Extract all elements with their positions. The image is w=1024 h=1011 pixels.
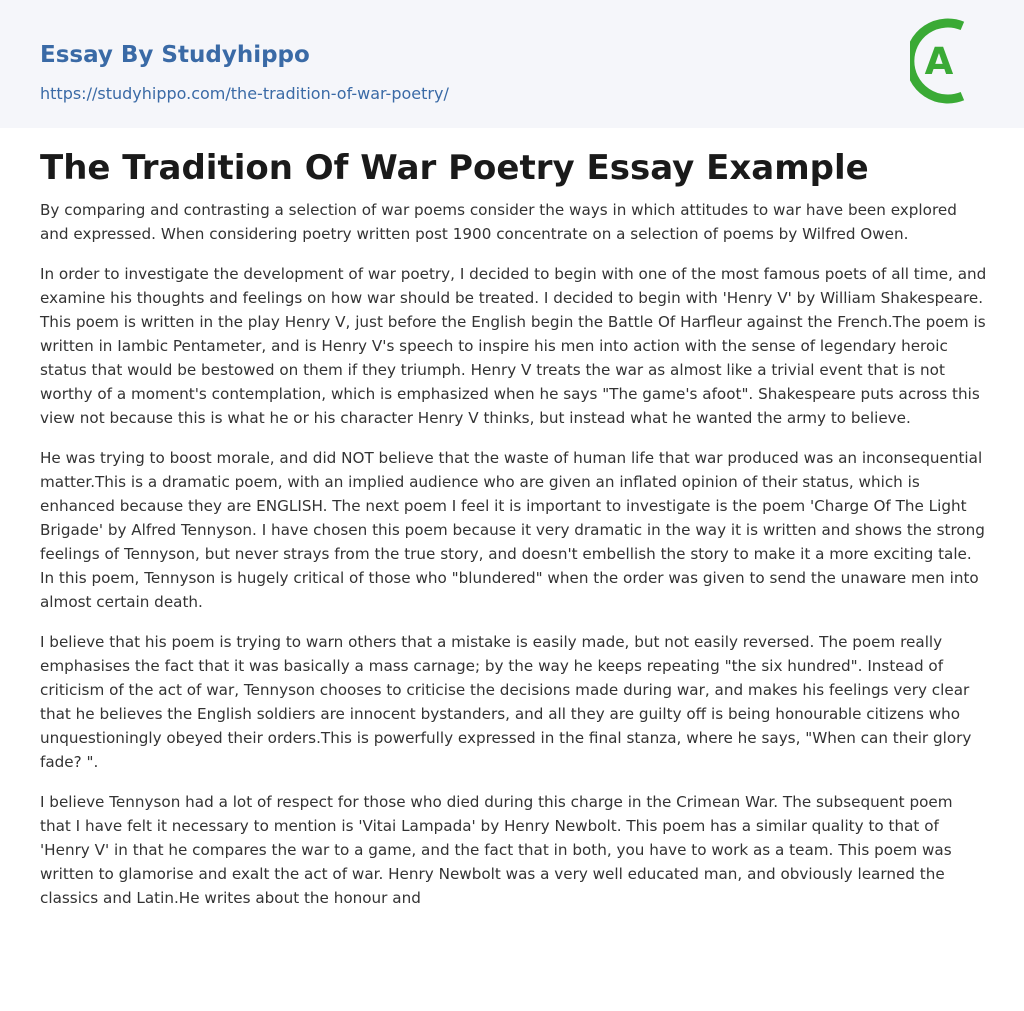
site-title[interactable]: Essay By Studyhippo	[40, 42, 310, 68]
article-paragraph-3: He was trying to boost morale, and did NOT believe that the waste of human life that war produced was an inconsequential matter.This is a dramatic poem, with an implied audience who are given an inflated opinion of their status, which is enhanced because they are ENGLISH. The next poem I feel it is important to investigate is the poem 'Charge Of The Light Brigade' by Alfred Tennyson. I have chosen this poem because it very dramatic in the way it is written and shows the strong feelings of Tennyson, but never strays from the true story, and doesn't embellish the story to make it a more exciting tale. In this poem, Tennyson is hugely critical of those who "blundered" when the order was given to send the unaware men into almost certain death.	[40, 449, 985, 611]
article-paragraph-1: By comparing and contrasting a selection of war poems consider the ways in which attitudes to war have been explored and expressed. When considering poetry written post 1900 concentrate on a selection of poems by Wilfred Owen.	[40, 201, 957, 243]
article-paragraph-2: In order to investigate the development of war poetry, I decided to begin with one of the most famous poets of all time, and examine his thoughts and feelings on how war should be treated. I decided to begin with 'Henry V' by William Shakespeare. This poem is written in the play Henry V, just before the English begin the Battle Of Harfleur against the French.The poem is written in Iambic Pentameter, and is Henry V's speech to inspire his men into action with the sense of legendary heroic status that would be bestowed on them if they triumph. Henry V treats the war as almost like a trivial event that is not worthy of a moment's contemplation, which is emphasized when he says "The game's afoot". Shakespeare puts across this view not because this is what he or his character Henry V thinks, but instead what he wanted the army to believe.	[40, 265, 987, 427]
article-title: The Tradition Of War Poetry Essay Example	[40, 148, 869, 188]
logo-letter: A	[924, 40, 954, 83]
article-paragraph-4: I believe that his poem is trying to warn others that a mistake is easily made, but not easily reversed. The poem really emphasises the fact that it was basically a mass carnage; by the way he keeps repeating "the six hundred". Instead of criticism of the act of war, Tennyson chooses to criticise the decisions made during war, and makes his feelings very clear that he believes the English soldiers are innocent bystanders, and all they are guilty off is being honourable citizens who unquestioningly obeyed their orders.This is powerfully expressed in the final stanza, where he says, "When can their glory fade? ".	[40, 633, 972, 771]
article-content	[40, 146, 988, 926]
page-header	[0, 0, 1024, 128]
essay-url-link[interactable]: https://studyhippo.com/the-tradition-of-war-poetry/	[40, 84, 449, 103]
article-paragraph-5: I believe Tennyson had a lot of respect for those who died during this charge in the Crimean War. The subsequent poem that I have felt it necessary to mention is 'Vitai Lampada' by Henry Newbolt. This poem has a similar quality to that of 'Henry V' in that he compares the war to a game, and the fact that in both, you have to work as a team. This poem was written to glamorise and exalt the act of war. Henry Newbolt was a very well educated man, and obviously learned the classics and Latin.He writes about the honour and	[40, 793, 953, 907]
studyhippo-logo-icon[interactable]	[910, 18, 986, 106]
